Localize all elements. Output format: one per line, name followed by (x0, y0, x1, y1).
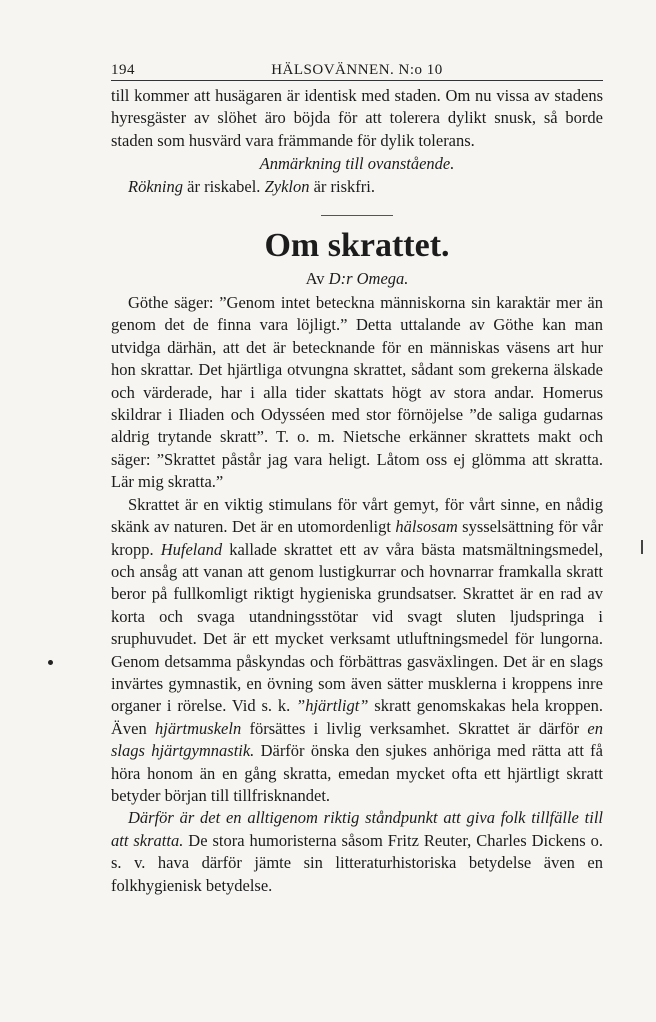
note-heading (111, 153, 603, 175)
margin-mark-tick (641, 540, 643, 554)
page-number: 194 (111, 62, 135, 78)
p2-text-g: skratt genomskakas hela kroppen. Även (111, 696, 603, 738)
p2-text-i: försättes i livlig verksamhet. Skrattet är därför (241, 718, 588, 738)
note-text-2: är riskfri. (309, 176, 376, 196)
note-rokning: Rökning (128, 176, 183, 196)
p2-italic-hjartligt: ”hjärtligt” (296, 696, 369, 716)
p2-italic-hufeland: Hufeland (160, 539, 223, 559)
p2-text-c: sysselsättning för vår kropp. (111, 517, 603, 559)
note-zyklon: Zyklon (264, 176, 310, 196)
page (111, 58, 603, 897)
p3-text: De stora humoristerna såsom Fritz Reuter, Charles Dickens o. s. v. hava därför jämte sin litteraturhistoriska betydelse även en folkhygienisk betydelse. (111, 830, 603, 895)
note-text-1: är riskabel. (183, 176, 265, 196)
article-paragraph-2 (111, 494, 603, 808)
p2-text-a: Skrattet är en viktig stimulans för vårt gemyt, för vårt sinne, en nådig skänk av naturen. Det är en utomordenligt (111, 494, 603, 537)
p3-italic-lead: Därför är det en alltigenom riktig ståndpunkt att giva folk tillfälle till att skratta. (111, 808, 603, 850)
p2-italic-hjartgymnastik: en slags hjärtgymnastik. (111, 718, 603, 761)
intro-paragraph: till kommer att husägaren är identisk med staden. Om nu vissa av stadens hyresgäster av slöhet äro böjda för att tolerera dylikt snusk, så borde staden som husvärd vara främmande för dylik tolerans. (111, 86, 603, 150)
body-text (111, 85, 603, 897)
note-line (111, 176, 603, 198)
article-paragraph-1: Göthe säger: ”Genom intet beteckna människorna sin karaktär mer än genom det de finna vara löjligt.” Detta uttalande av Göthe kan man utvidga därhän, att det är betecknande för en människas väsens art hur hon skrattar. Det hjärtliga otvungna skrattet, sådant som grekerna älskade och värderade, har i alla tider skattats högt av stora andar. Homerus skildrar i Iliaden och Odysséen med stor förnöjelse ”de saliga gudarnas aldrig trytande skratt”. T. o. m. Nietsche erkänner skrattets makt och säger: ”Skrattet påstår jag vara heligt. Låtom oss ej glömma att skratta. Lär mig skratta.” (111, 293, 603, 492)
margin-mark-dot (48, 660, 53, 665)
byline-author: D:r Omega. (328, 269, 409, 289)
p2-text-k: Därför önska den sjukes anhöriga med rätta att få höra honom än en gång skratta, emedan mycket ofta ett hjärtligt skratt betyder början till tillfrisknandet. (111, 741, 603, 805)
byline-prefix: Av (305, 269, 329, 289)
running-head (111, 58, 603, 81)
section-divider (321, 215, 393, 216)
article-title: Om skrattet. (264, 227, 450, 265)
p2-italic-halsosam: hälsosam (395, 517, 458, 537)
running-title: HÄLSOVÄNNEN. N:o 10 (271, 62, 443, 78)
byline (111, 268, 603, 290)
note-heading-text: Anmärkning till ovanstående. (259, 154, 455, 174)
article-paragraph-3 (111, 807, 603, 897)
p2-italic-hjartmuskeln: hjärtmuskeln (155, 718, 242, 738)
p2-text-e: kallade skrattet ett av våra bästa matsmältningsmedel, och ansåg att vanan att genom lustigkurrar och hovnarrar framkalla skratt beror på fullkomligt riktigt hygieniska grundsatser. Skrattet är en rad av korta och svaga utandningsstötar vid svagt sluten ljudspringa i sruphuvudet. Det är ett mycket verksamt utluftningsmedel för lungorna. Genom detsamma påskyndas och förbättras gasväxlingen. Det är en slags invärtes gymnastik, en övning som även sätter musklerna i kroppens inre organer i rörelse. Vid s. k. (111, 539, 604, 716)
